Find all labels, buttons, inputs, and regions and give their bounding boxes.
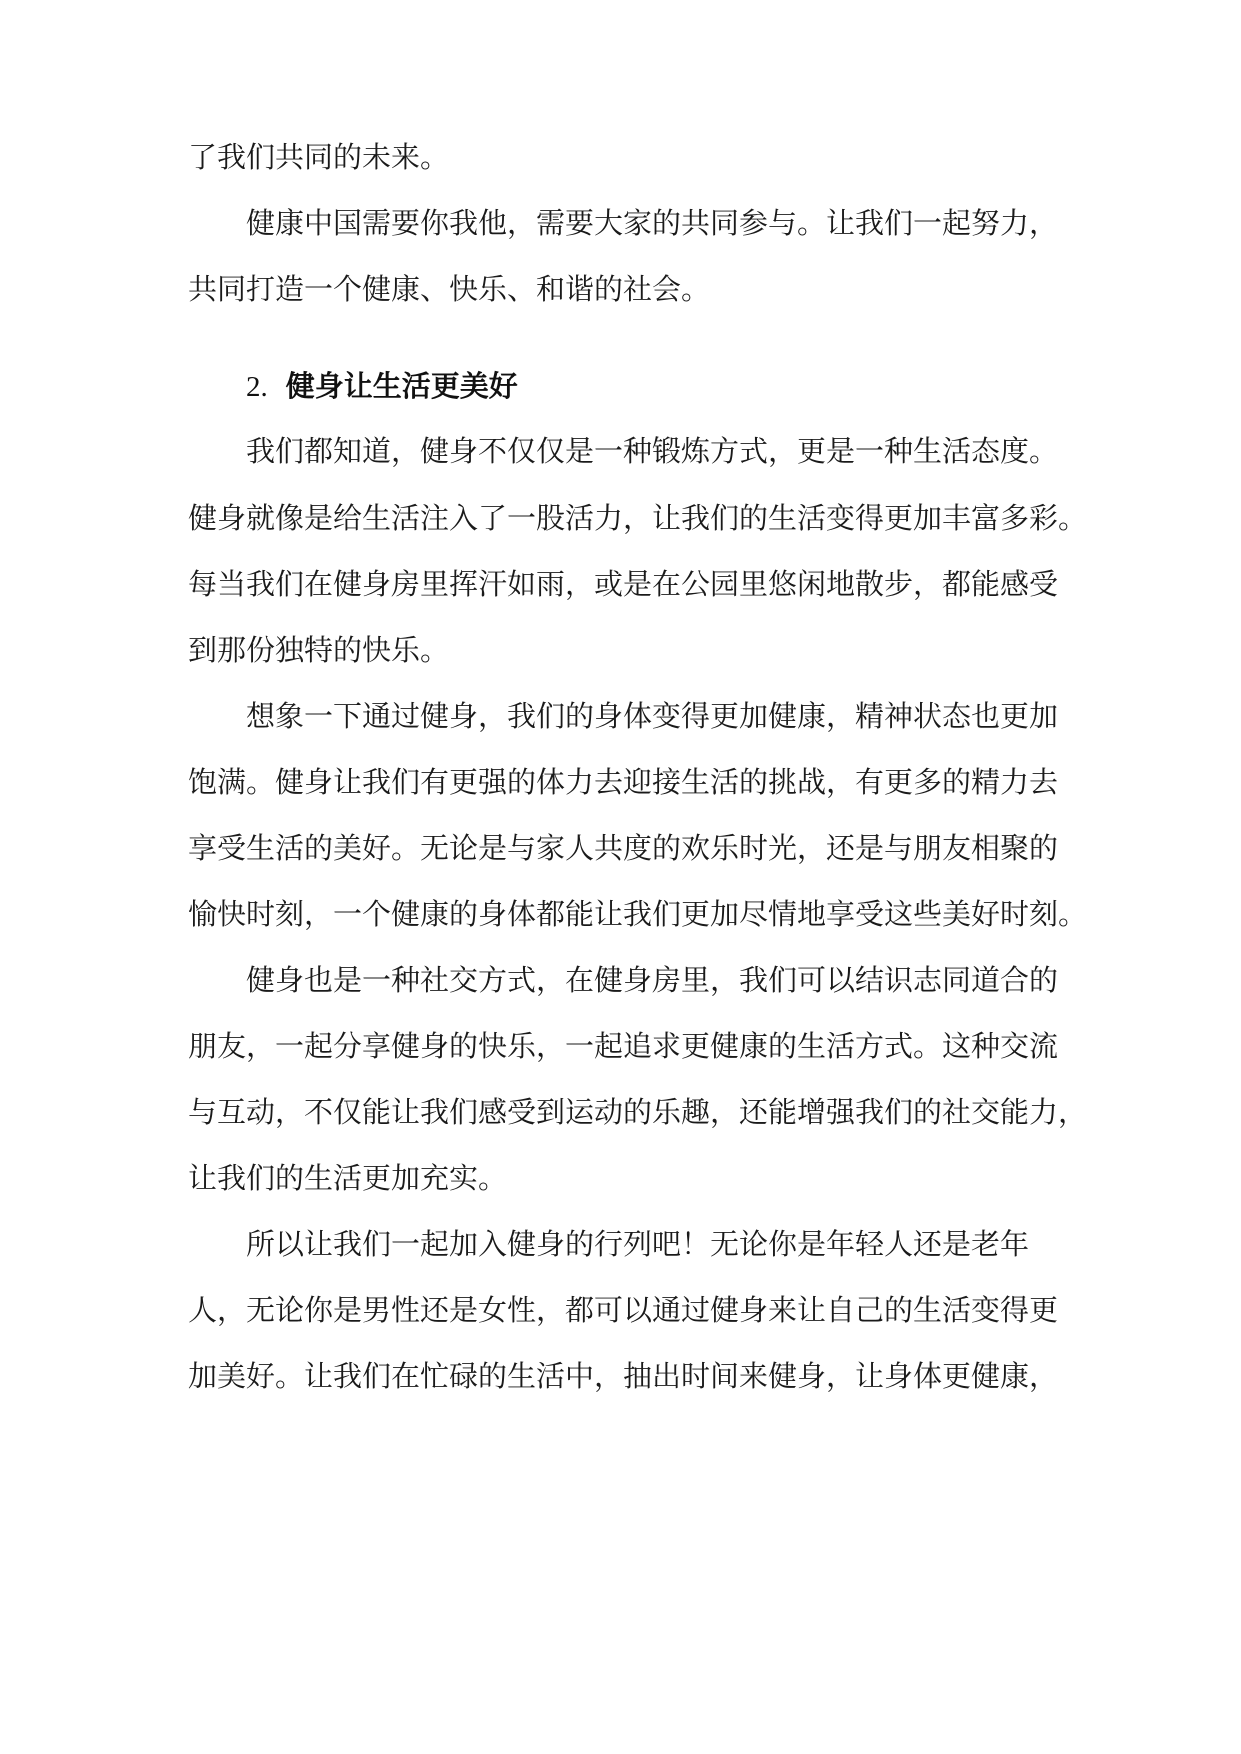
paragraph-line: 享受生活的美好。无论是与家人共度的欢乐时光，还是与朋友相聚的 xyxy=(188,831,1059,865)
paragraph-line: 所以让我们一起加入健身的行列吧！无论你是年轻人还是老年 xyxy=(246,1227,1030,1261)
paragraph-line: 朋友，一起分享健身的快乐，一起追求更健康的生活方式。这种交流 xyxy=(188,1029,1059,1063)
section-heading xyxy=(246,366,518,407)
paragraph-line: 了我们共同的未来。 xyxy=(188,140,450,174)
paragraph-line: 愉快时刻，一个健康的身体都能让我们更加尽情地享受这些美好时刻。 xyxy=(188,897,1088,931)
paragraph-line: 饱满。健身让我们有更强的体力去迎接生活的挑战，有更多的精力去 xyxy=(188,765,1059,799)
paragraph-line: 人，无论你是男性还是女性，都可以通过健身来让自己的生活变得更 xyxy=(188,1293,1059,1327)
paragraph-line: 让我们的生活更加充实。 xyxy=(188,1161,508,1195)
paragraph-line: 想象一下通过健身，我们的身体变得更加健康，精神状态也更加 xyxy=(246,699,1059,733)
paragraph-line: 到那份独特的快乐。 xyxy=(188,633,450,667)
paragraph-line: 共同打造一个健康、快乐、和谐的社会。 xyxy=(188,272,711,306)
paragraph-line: 健身就像是给生活注入了一股活力，让我们的生活变得更加丰富多彩。 xyxy=(188,501,1088,535)
section-number: 2. xyxy=(246,371,268,403)
section-title: 健身让生活更美好 xyxy=(285,369,518,403)
paragraph-line: 与互动，不仅能让我们感受到运动的乐趣，还能增强我们的社交能力， xyxy=(188,1095,1088,1129)
paragraph-line: 加美好。让我们在忙碌的生活中，抽出时间来健身，让身体更健康， xyxy=(188,1359,1059,1393)
paragraph-line: 健康中国需要你我他，需要大家的共同参与。让我们一起努力， xyxy=(246,206,1059,240)
paragraph-line: 我们都知道，健身不仅仅是一种锻炼方式，更是一种生活态度。 xyxy=(246,434,1059,468)
paragraph-line: 每当我们在健身房里挥汗如雨，或是在公园里悠闲地散步，都能感受 xyxy=(188,567,1059,601)
paragraph-line: 健身也是一种社交方式，在健身房里，我们可以结识志同道合的 xyxy=(246,963,1059,997)
